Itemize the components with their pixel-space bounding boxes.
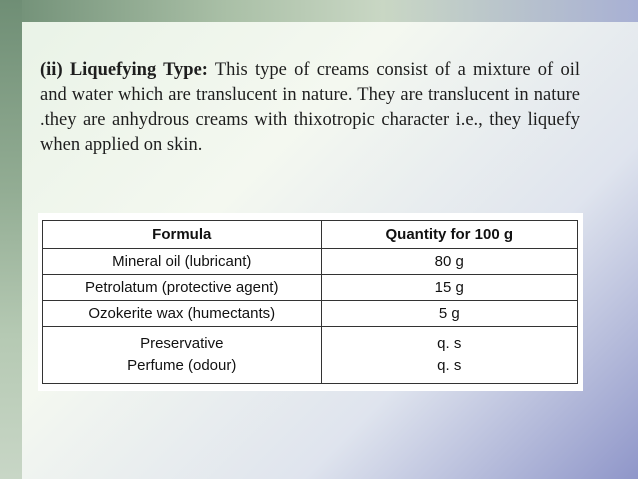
formula-cell — [43, 327, 322, 384]
table-header-row — [43, 221, 578, 249]
formula-table — [42, 220, 578, 384]
quantity-preservative: q. s — [437, 335, 462, 352]
paragraph-body: This type of creams consist of a mixture of oil and water which are translucent in nature. They are translucent in nature .they are anhydrous creams with thixotropic character i.e., they liquefy when applied on skin. — [40, 60, 580, 155]
formula-perfume: Perfume (odour) — [127, 357, 237, 374]
formula-preservative: Preservative — [140, 335, 224, 352]
table-row — [43, 275, 578, 301]
quantity-cell: 5 g — [321, 301, 578, 327]
quantity-cell: 15 g — [321, 275, 578, 301]
table-row — [43, 249, 578, 275]
formula-cell: Petrolatum (protective agent) — [43, 275, 322, 301]
table-row — [43, 301, 578, 327]
paragraph-heading: (ii) Liquefying Type: — [40, 60, 208, 80]
header-formula: Formula — [43, 221, 322, 249]
quantity-cell: 80 g — [321, 249, 578, 275]
formula-cell: Mineral oil (lubricant) — [43, 249, 322, 275]
quantity-perfume: q. s — [437, 357, 462, 374]
formula-cell: Ozokerite wax (humectants) — [43, 301, 322, 327]
left-decorative-band — [0, 0, 22, 479]
quantity-cell — [321, 327, 578, 384]
top-decorative-band — [0, 0, 638, 22]
header-quantity: Quantity for 100 g — [321, 221, 578, 249]
description-paragraph — [40, 58, 580, 158]
table-row — [43, 327, 578, 384]
formula-table-panel — [38, 213, 583, 391]
